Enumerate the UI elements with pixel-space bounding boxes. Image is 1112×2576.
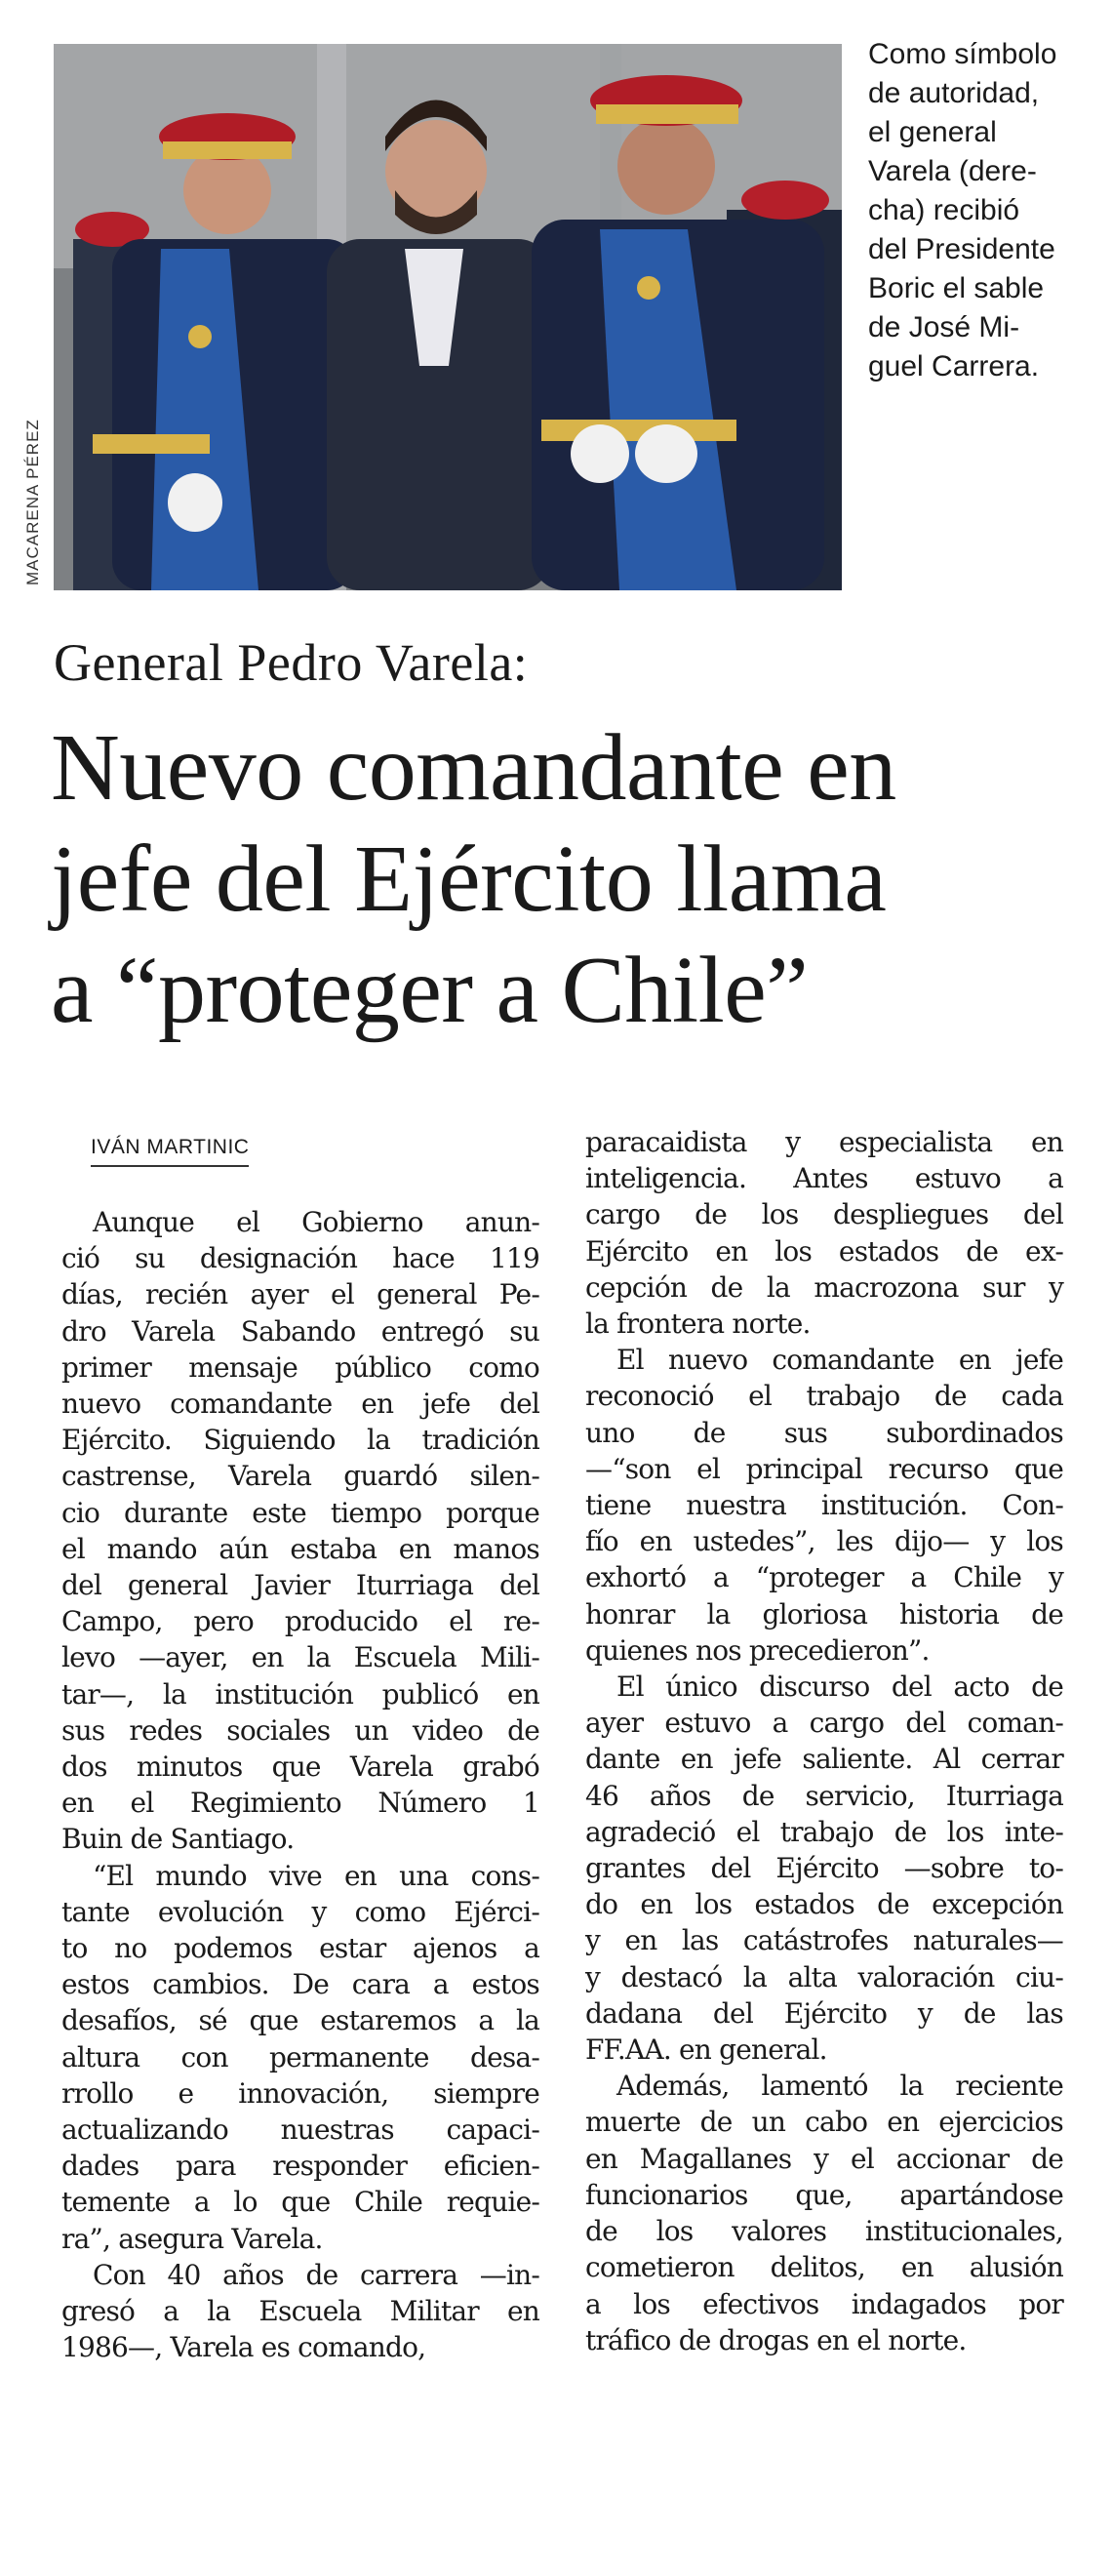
text-line: reconoció el trabajo de cada [585,1380,1063,1413]
text-line: Con 40 años de carrera —in- [93,2258,539,2291]
text-line: desafíos, sé que estaremos a la [61,2004,539,2037]
text-line: dos minutos que Varela grabó [61,1751,539,1784]
photo-credit: MACARENA PÉREZ [23,419,42,585]
text-line: 46 años de servicio, Iturriaga [585,1779,1063,1812]
text-line: Ejército. Siguiendo la tradición [61,1424,539,1457]
article-paragraph [61,1204,539,1858]
text-line: “El mundo vive en una cons- [93,1859,539,1892]
headline-line: a “proteger a Chile” [51,938,809,1043]
text-line: funcionarios que, apartándose [585,2178,1063,2211]
article-kicker: General Pedro Varela: [54,633,529,692]
headline-line: Nuevo comandante en [51,715,896,821]
text-line: en el Regimiento Número 1 [61,1787,539,1820]
text-line: tante evolución y como Ejérci- [61,1895,539,1928]
text-line: cometieron delitos, en alusión [585,2251,1063,2284]
text-line: muerte de un cabo en ejercicios [585,2106,1063,2139]
ceremony-photo-illustration [54,44,842,590]
text-line: ra”, asegura Varela. [61,2222,323,2255]
text-line: y en las catástrofes naturales— [585,1924,1063,1957]
text-line: do en los estados de excepción [585,1888,1063,1921]
text-line: uno de sus subordinados [585,1416,1063,1449]
text-line: paracaidista y especialista en [585,1126,1063,1158]
text-line: ció su designación hace 119 [61,1242,539,1275]
text-line: rrollo e innovación, siempre [61,2076,539,2110]
headline-line: jefe del Ejército llama [51,826,887,932]
text-line: exhortó a “proteger a Chile y [585,1561,1063,1594]
text-line: FF.AA. en general. [585,2033,827,2067]
caption-line: de autoridad, [868,77,1040,109]
caption-line: del Presidente [868,233,1055,265]
text-line: fío en ustedes”, les dijo— y los [585,1525,1063,1558]
article-headline [51,712,896,1046]
text-line: El nuevo comandante en jefe [616,1344,1063,1377]
text-line: cepción de la macrozona sur y [585,1270,1063,1304]
text-line: de los valores institucionales, [585,2215,1063,2248]
text-line: tar—, la institución publicó en [61,1677,539,1711]
text-line: dadana del Ejército y de las [585,1996,1063,2030]
text-line: tiene nuestra institución. Con- [585,1489,1063,1522]
text-line: cargo de los despliegues del [585,1198,1063,1231]
text-line: Ejército en los estados de ex- [585,1234,1063,1268]
article-byline: IVÁN MARTINIC [91,1136,249,1167]
photo-caption [868,35,1078,386]
caption-line: cha) recibió [868,194,1020,226]
text-line: nuevo comandante en jefe del [61,1388,539,1421]
text-line: Además, lamentó la reciente [616,2070,1063,2103]
article-column-left [61,1204,539,2366]
text-line: tráfico de drogas en el norte. [585,2323,967,2356]
text-line: to no podemos estar ajenos a [61,1932,539,1965]
text-line: Buin de Santiago. [61,1823,295,1856]
caption-line: Varela (dere- [868,155,1037,187]
text-line: altura con permanente desa- [61,2040,539,2073]
article-paragraph [585,2068,1063,2358]
article-photo [54,44,842,590]
text-line: quienes nos precedieron”. [585,1633,930,1667]
caption-line: de José Mi- [868,311,1020,343]
text-line: gresó a la Escuela Militar en [61,2295,539,2328]
text-line: levo —ayer, en la Escuela Mili- [61,1641,539,1674]
caption-line: Boric el sable [868,272,1045,304]
article-paragraph [585,1669,1063,2068]
text-line: cio durante este tiempo porque [61,1496,539,1529]
text-line: la frontera norte. [585,1308,811,1341]
text-line: estos cambios. De cara a estos [61,1968,539,2001]
text-line: dades para responder eficien- [61,2150,539,2183]
text-line: —“son el principal recurso que [585,1452,1063,1485]
text-line: el mando aún estaba en manos [61,1532,539,1565]
text-line: dro Varela Sabando entregó su [61,1314,539,1348]
text-line: primer mensaje público como [61,1350,539,1384]
article-paragraph [61,2257,539,2366]
text-line: Campo, pero producido el re- [61,1605,539,1638]
text-line: castrense, Varela guardó silen- [61,1460,539,1493]
text-line: agradeció el trabajo de los inte- [585,1815,1063,1848]
text-line: grantes del Ejército —sobre to- [585,1852,1063,1885]
article-column-right [585,1124,1063,2358]
text-line: temente a lo que Chile requie- [61,2186,539,2219]
text-line: 1986—, Varela es comando, [61,2331,426,2364]
text-line: a los efectivos indagados por [585,2287,1063,2320]
text-line: sus redes sociales un video de [61,1713,539,1747]
caption-line: Como símbolo [868,38,1057,70]
text-line: del general Javier Iturriaga del [61,1569,539,1602]
text-line: en Magallanes y el accionar de [585,2142,1063,2175]
text-line: actualizando nuestras capaci- [61,2113,539,2147]
text-line: honrar la gloriosa historia de [585,1597,1063,1630]
article-paragraph [585,1342,1063,1669]
caption-line: el general [868,116,997,148]
text-line: inteligencia. Antes estuvo a [585,1162,1063,1195]
article-paragraph [585,1124,1063,1342]
text-line: Aunque el Gobierno anun- [93,1206,539,1238]
article-paragraph [61,1858,539,2257]
text-line: y destacó la alta valoración ciu- [585,1960,1063,1993]
text-line: ayer estuvo a cargo del coman- [585,1707,1063,1740]
text-line: El único discurso del acto de [616,1670,1063,1704]
caption-line: guel Carrera. [868,350,1040,382]
text-line: días, recién ayer el general Pe- [61,1278,539,1311]
text-line: dante en jefe saliente. Al cerrar [585,1743,1063,1776]
